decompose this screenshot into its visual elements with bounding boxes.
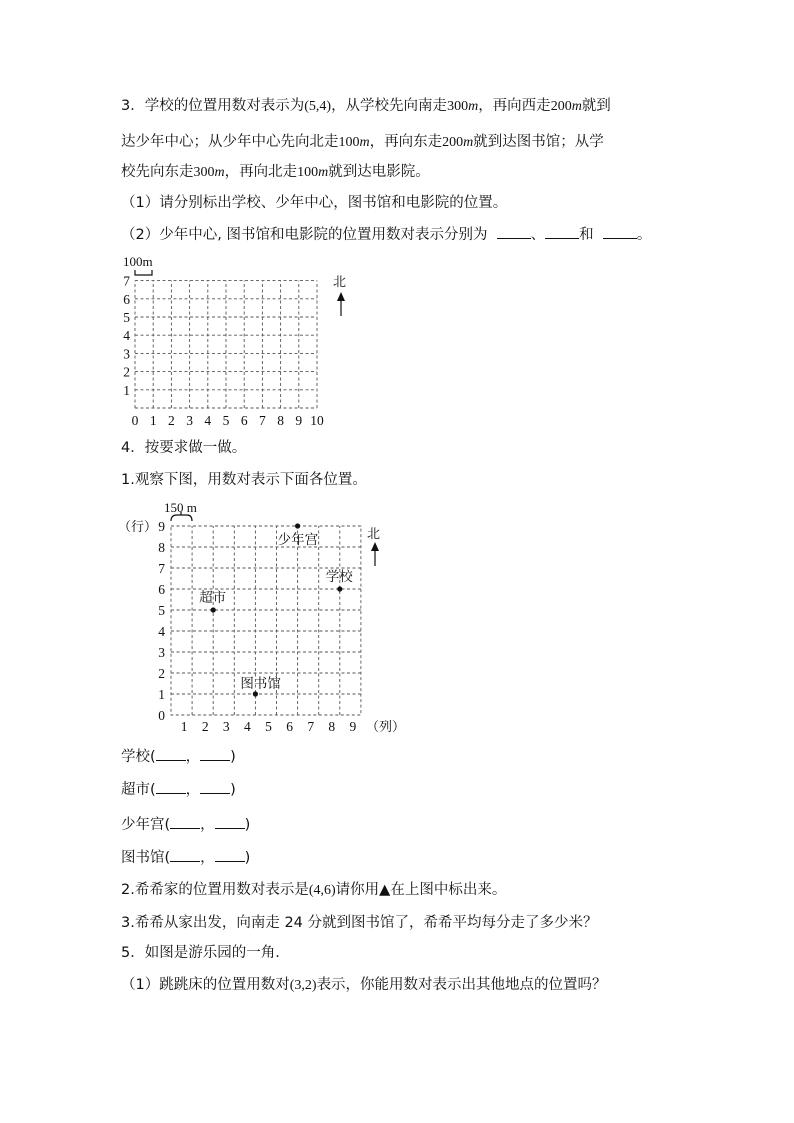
q4-scale-label: 150 m xyxy=(164,500,197,515)
q4-x-tick: 6 xyxy=(286,719,293,734)
q4-y-tick: 0 xyxy=(158,708,165,723)
library-col-blank[interactable] xyxy=(170,848,200,862)
school-row-blank[interactable] xyxy=(200,747,230,761)
q3-north-label: 北 xyxy=(333,275,347,290)
q4-point-label: 超市 xyxy=(199,590,227,606)
q4-part2: 2.希希家的位置用数对表示是(4,6)请你用▲在上图中标出来。 xyxy=(121,882,507,898)
q3-x-tick: 10 xyxy=(310,413,324,428)
q4-y-tick: 9 xyxy=(158,519,165,534)
library-row-blank[interactable] xyxy=(215,848,245,862)
q3-x-tick: 5 xyxy=(222,413,230,428)
q4-y-tick: 7 xyxy=(158,561,165,576)
q3-line-1: 3．学校的位置用数对表示为(5,4)，从学校先向南走300m，再向西走200m就到 xyxy=(121,98,611,114)
q3-x-tick: 2 xyxy=(168,413,175,428)
q4-y-tick: 6 xyxy=(158,582,165,597)
q4-y-tick: 8 xyxy=(158,540,165,555)
q3-sub-1: （1）请分别标出学校、少年中心，图书馆和电影院的位置。 xyxy=(121,195,508,211)
q4-grid xyxy=(118,500,405,735)
q3-y-tick: 4 xyxy=(123,328,130,344)
q4-x-tick: 7 xyxy=(307,719,315,734)
answer-row-school: 学校( ， ) xyxy=(121,749,236,765)
q4-x-tick: 5 xyxy=(265,719,272,734)
q4-title: 4．按要求做一做。 xyxy=(121,440,247,456)
q4-x-tick: 2 xyxy=(201,719,209,734)
answer-row-youth-palace: 少年宫( ， ) xyxy=(121,817,251,833)
q4-north-arrow-head xyxy=(371,542,379,551)
q4-point-marker xyxy=(211,607,216,612)
q3-scale-label: 100m xyxy=(123,254,153,269)
q4-point-label: 图书馆 xyxy=(240,676,281,692)
q3-x-tick: 4 xyxy=(204,413,212,428)
q3-y-tick: 7 xyxy=(123,273,130,289)
school-col-blank[interactable] xyxy=(156,747,186,761)
q4-x-tick: 4 xyxy=(244,719,251,734)
q3-x-tick: 6 xyxy=(240,413,248,428)
q3-y-tick: 6 xyxy=(123,291,130,307)
youth-palace-row-blank[interactable] xyxy=(215,815,245,829)
q4-x-tick: 8 xyxy=(328,719,336,734)
youth-palace-col-blank[interactable] xyxy=(170,815,200,829)
supermarket-col-blank[interactable] xyxy=(156,780,186,794)
supermarket-row-blank[interactable] xyxy=(200,780,230,794)
q3-x-tick: 0 xyxy=(131,413,139,428)
q3-x-tick: 3 xyxy=(186,413,193,428)
q4-y-tick: 1 xyxy=(158,687,165,702)
q3-y-tick: 1 xyxy=(123,382,130,398)
q3-line-3: 校先向东走300m，再向北走100m就到达电影院。 xyxy=(121,164,430,180)
q4-x-tick: 3 xyxy=(222,719,230,734)
q3-x-tick: 9 xyxy=(295,413,303,428)
q4-scale-bracket xyxy=(171,515,192,521)
q4-y-tick: 5 xyxy=(158,603,165,618)
q4-point-marker xyxy=(295,523,300,528)
q3-y-tick: 3 xyxy=(123,346,130,362)
q4-y-tick: 4 xyxy=(158,624,165,639)
q4-part3: 3.希希从家出发，向南走 24 分就到图书馆了，希希平均每分走了多少米？ xyxy=(121,915,598,931)
q3-sub-2: （2）少年中心, 图书馆和电影院的位置用数对表示分别为 、 和 。 xyxy=(121,227,652,243)
q3-line-2: 达少年中心；从少年中心先向北走100m，再向东走200m就到达图书馆；从学 xyxy=(121,134,604,150)
q4-point-label: 学校 xyxy=(325,569,353,585)
q3-x-tick: 1 xyxy=(149,413,157,428)
q4-point-label: 少年宫 xyxy=(277,532,319,548)
q4-part1: 1.观察下图，用数对表示下面各位置。 xyxy=(121,472,367,488)
q4-col-label: （列） xyxy=(366,720,406,735)
answer-row-library: 图书馆( ， ) xyxy=(121,850,251,866)
q4-x-tick: 1 xyxy=(180,719,188,734)
q3-x-tick: 8 xyxy=(277,413,284,428)
q4-row-label: （行） xyxy=(118,520,158,535)
q3-y-tick: 5 xyxy=(123,310,130,325)
q3-y-tick: 2 xyxy=(123,364,130,380)
q5-title: 5．如图是游乐园的一角. xyxy=(121,945,280,961)
q4-y-tick: 3 xyxy=(158,645,165,660)
q4-point-marker xyxy=(337,586,342,591)
q5-sub-1: （1）跳跳床的位置用数对(3,2)表示，你能用数对表示出其他地点的位置吗？ xyxy=(121,977,607,993)
q4-x-tick: 9 xyxy=(349,719,357,734)
answer-row-supermarket: 超市( ， ) xyxy=(121,782,236,798)
q4-north-label: 北 xyxy=(367,527,381,542)
q3-x-tick: 7 xyxy=(259,413,266,428)
q4-y-tick: 2 xyxy=(158,666,165,681)
q4-point-marker xyxy=(253,691,258,696)
